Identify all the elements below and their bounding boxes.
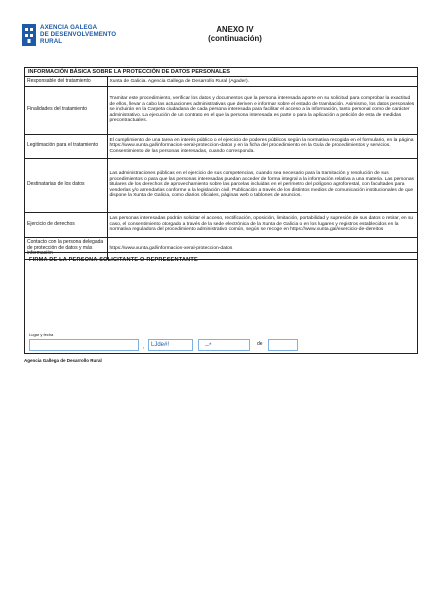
data-protection-section: [24, 67, 418, 260]
footer-agency-name: Agencia Gallega de Desarrollo Rural: [24, 358, 102, 363]
place-input[interactable]: [29, 339, 139, 351]
de-label: de: [257, 341, 263, 347]
agency-logo: [22, 24, 116, 46]
row-label: Finalidades del tratamiento: [25, 86, 107, 134]
signature-section: [24, 252, 418, 354]
annex-title: ANEXO IV: [216, 25, 254, 34]
row-label: Ejercicio de derechos: [25, 212, 107, 237]
data-protection-title: INFORMACIÓN BÁSICA SOBRE LA PROTECCIÓN DE DATOS PERSONALES: [25, 68, 417, 77]
row-text: Xunta de Galicia. Agencia Gallega de Desarrollo Rural (Agader).: [107, 77, 417, 86]
date-separator: ,: [143, 344, 145, 350]
day-input[interactable]: LJde#!: [148, 339, 193, 351]
row-text: Las administraciones públicas en el ejercicio de sus competencias, cuando sea necesario para la tramitación y resolución de sus procedimientos o para que las personas interesadas puedan acceder de forma integral a la información relativa a una materia. Las personas titulares de los derechos de aprovechamiento sobre las parcelas incluidas en el perímetro del polígono agroforestal, con facultades para venderlas y/o arrendarlas conforme a la legislación civil. Publicación a través de los distintos medios de comunicación institucionales de que dispone la Xunta de Galicia, como diarios oficiales, páginas web o tablones de anuncios.: [107, 158, 417, 212]
row-text: Las personas interesadas podrán solicitar el acceso, rectificación, oposición, limitación, portabilidad y supresión de sus datos o retirar, en su caso, el consentimiento otorgado a través de la sede electrónica de la Xunta de Galicia o en los lugares y registros establecidos en la normativa reguladora del procedimiento administrativo común, según se recoge en https://www.xunta.gal/exercicio-de-dereitos: [107, 212, 417, 237]
row-text: El cumplimiento de una tarea en interés público o el ejercicio de poderes públicos según la normativa recogida en el formulario, en la página https://www.xunta.gal/informacion-xeral-proteccion-datos y en la ficha del procedimiento en la Guía de procedimientos y servicios. Consentimiento de las personas interesadas, cuando corresponda.: [107, 134, 417, 158]
logo-line: AXENCIA GALEGA: [40, 24, 98, 31]
logo-line: RURAL: [40, 38, 63, 45]
xunta-shield-icon: [22, 24, 36, 46]
month-input[interactable]: --*: [198, 339, 250, 351]
annex-subtitle: (continuación): [208, 34, 262, 43]
year-input[interactable]: [268, 339, 298, 351]
annex-heading: [180, 25, 290, 43]
row-label: Responsable del tratamiento: [25, 77, 107, 86]
row-label: Contacto con la persona delegada de protección de datos y más información: [25, 237, 107, 259]
signature-title: FIRMA DE LA PERSONA SOLICITANTE O REPRESENTANTE: [29, 257, 198, 263]
logo-text: [40, 24, 116, 45]
table-row: [25, 134, 417, 158]
row-label: Destinatarias de los datos: [25, 158, 107, 212]
row-text: Tramitar este procedimiento, verificar los datos y documentos que la persona interesada aporte en su solicitud para comprobar la exactitud de ellos, llevar a cabo las actuaciones administrativas que deriven e informar sobre el estado de tramitación. Asimismo, los datos personales se incluirán en la Carpeta ciudadana de cada persona interesada para facilitar el acceso a la información, tanto personal como de carácter administrativo. La ejecución de un contrato en el que la persona interesada es parte o para la aplicación a petición de esta de medidas precontractuales.: [107, 86, 417, 134]
place-date-label: Lugar y fecha: [29, 332, 54, 337]
data-protection-table: [25, 77, 417, 259]
row-label: Legitimación para el tratamiento: [25, 134, 107, 158]
logo-line: DE DESENVOLVEMENTO: [40, 31, 117, 38]
table-row: [25, 212, 417, 237]
table-row: [25, 86, 417, 134]
table-row: [25, 158, 417, 212]
table-row: [25, 77, 417, 86]
row-text: https://www.xunta.gal/informacion-xeral-proteccion-datos: [107, 237, 417, 259]
